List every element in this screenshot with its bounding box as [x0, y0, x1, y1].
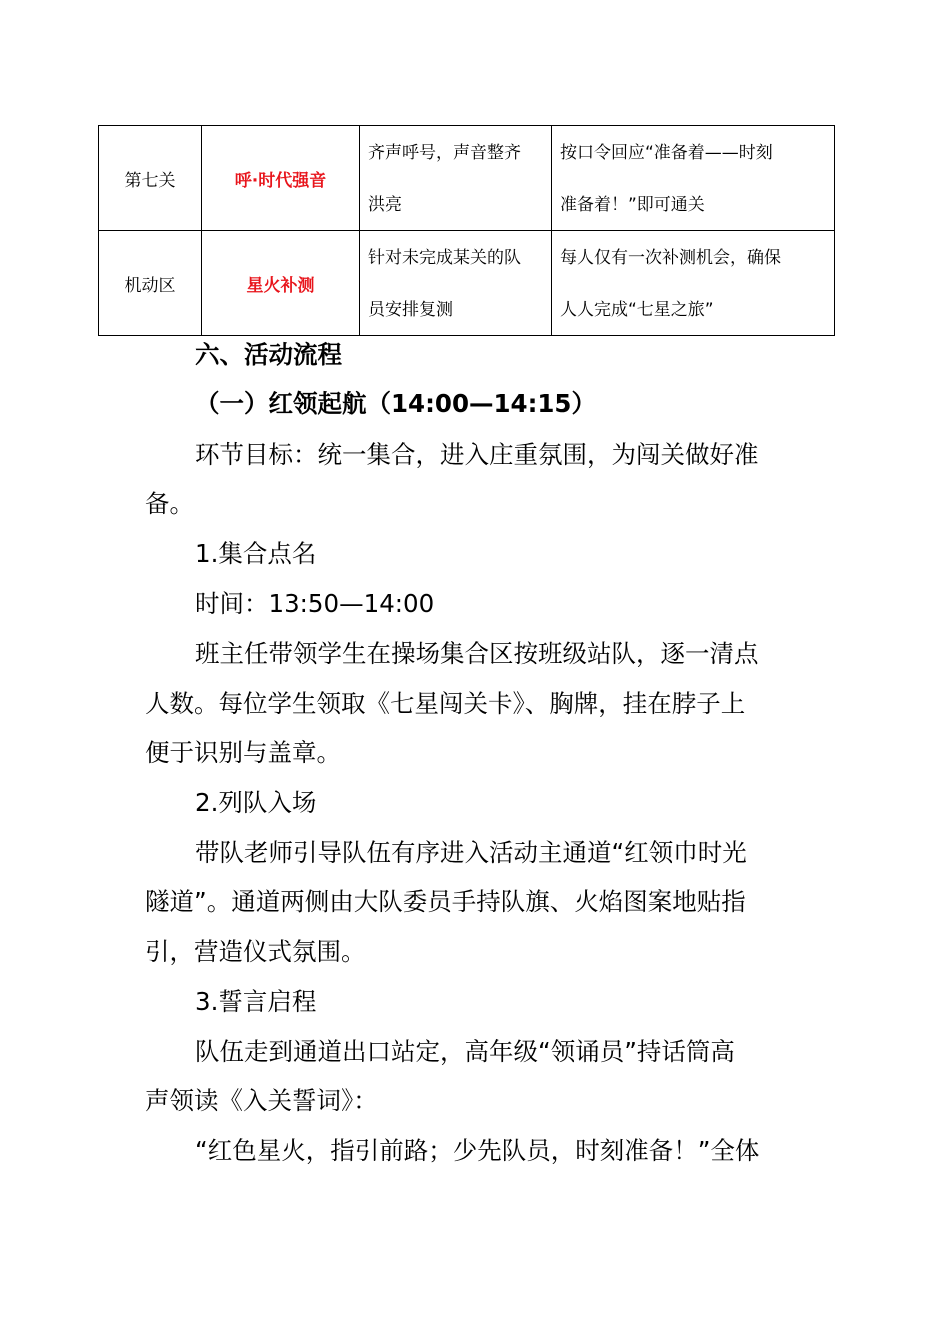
- rule-line: 准备着！”即可通关: [560, 195, 705, 215]
- requirement-line: 齐声呼号，声音整齐: [368, 143, 521, 163]
- paragraph-line: 带队老师引导队伍有序进入活动主通道“红领巾时光: [195, 838, 747, 867]
- paragraph-line: 人数。每位学生领取《七星闯关卡》、胸牌，挂在脖子上: [145, 689, 746, 718]
- section-heading: 六、活动流程: [195, 340, 342, 369]
- rule-cell: [552, 126, 835, 231]
- paragraph-line: “红色星火，指引前路；少先队员，时刻准备！”全体: [195, 1136, 760, 1165]
- requirement-line: 员安排复测: [368, 300, 453, 320]
- goal-line: 备。: [145, 489, 194, 518]
- stage-table: [98, 125, 835, 336]
- table-row: [99, 126, 835, 231]
- step-title: 3.誓言启程: [195, 987, 317, 1016]
- level-cell: 机动区: [99, 231, 202, 336]
- paragraph-line: 隧道”。通道两侧由大队委员手持队旗、火焰图案地贴指: [145, 887, 746, 916]
- requirement-cell: [360, 126, 552, 231]
- rule-line: 按口令回应“准备着——时刻: [560, 143, 773, 163]
- subsection-heading: （一）红领起航（14:00—14:15）: [195, 389, 596, 418]
- step-time: 时间：13:50—14:00: [195, 589, 435, 618]
- table-row: [99, 231, 835, 336]
- rule-line: 人人完成“七星之旅”: [560, 300, 714, 320]
- stage-name-cell: 呼·时代强音: [202, 126, 360, 231]
- requirement-line: 洪亮: [368, 195, 402, 215]
- paragraph-line: 声领读《入关誓词》：: [145, 1086, 378, 1115]
- stage-name-cell: 星火补测: [202, 231, 360, 336]
- paragraph-line: 引，营造仪式氛围。: [145, 937, 366, 966]
- rule-line: 每人仅有一次补测机会，确保: [560, 248, 781, 268]
- paragraph-line: 班主任带领学生在操场集合区按班级站队，逐一清点: [195, 639, 759, 668]
- requirement-cell: [360, 231, 552, 336]
- step-title: 2.列队入场: [195, 788, 317, 817]
- paragraph-line: 便于识别与盖章。: [145, 738, 341, 767]
- step-title: 1.集合点名: [195, 539, 317, 568]
- rule-cell: [552, 231, 835, 336]
- requirement-line: 针对未完成某关的队: [368, 248, 521, 268]
- paragraph-line: 队伍走到通道出口站定，高年级“领诵员”持话筒高: [195, 1037, 735, 1066]
- level-cell: 第七关: [99, 126, 202, 231]
- goal-line: 环节目标：统一集合，进入庄重氛围，为闯关做好准: [195, 440, 759, 469]
